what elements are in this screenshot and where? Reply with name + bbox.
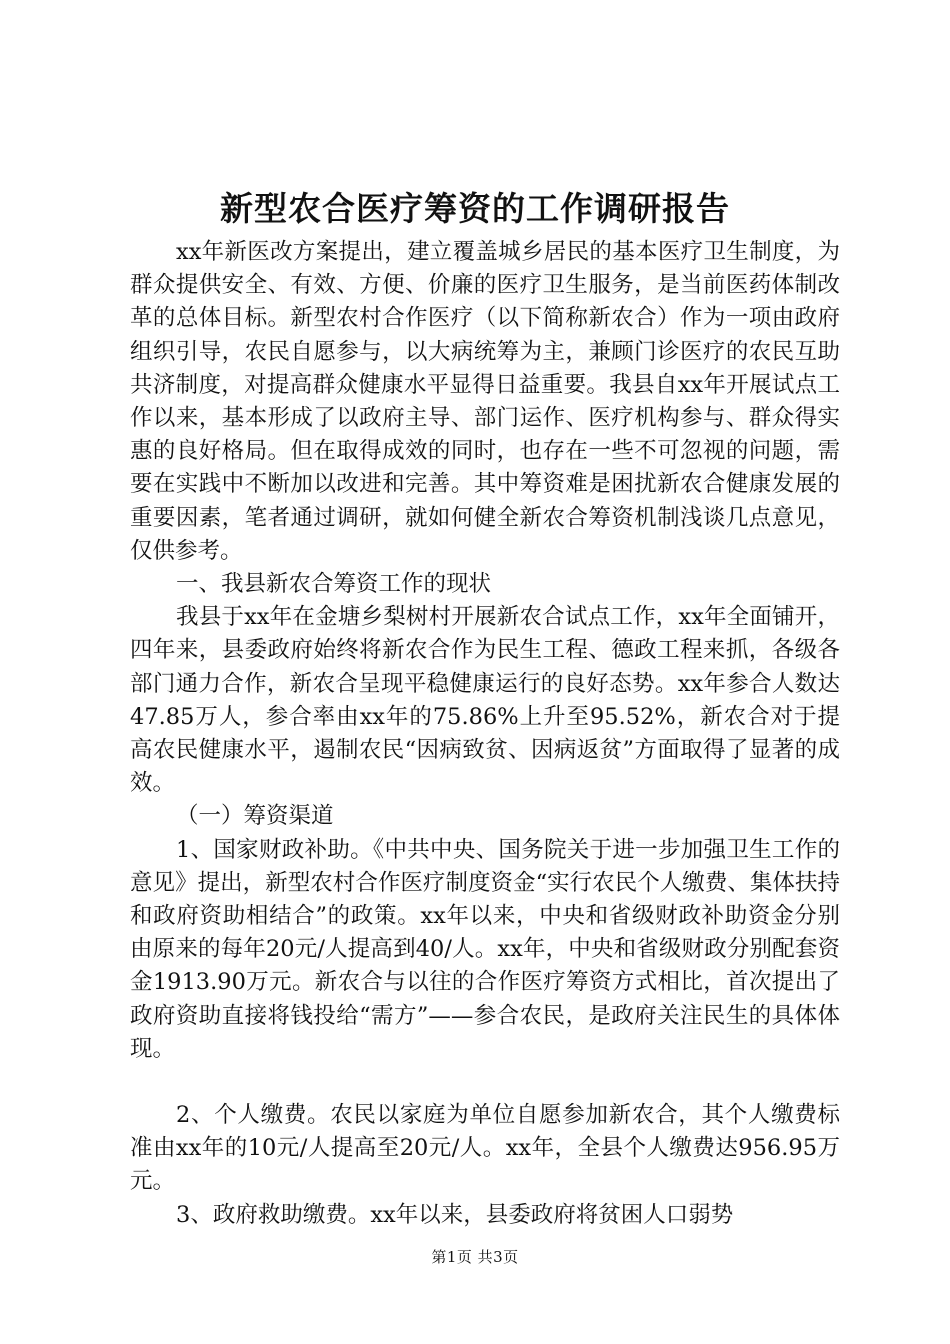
- subsection-heading-channels: （一）筹资渠道: [176, 803, 334, 830]
- document-body: [130, 236, 840, 1232]
- page-footer: 第1页 共3页: [431, 1248, 519, 1266]
- paragraph-national-subsidy: 1、国家财政补助。《中共中央、国务院关于进一步加强卫生工作的意见》提出，新型农村合作医疗制度资金“实行农民个人缴费、集体扶持和政府资助相结合”的政策。xx年以来，中央和省级财政补助资金分别由原来的每年20元/人提高到40/人。xx年，中央和省级财政分别配套资金1913.90万元。新农合与以往的合作医疗筹资方式相比，首次提出了政府资助直接将钱投给“需方”——参合农民，是政府关注民生的具体体现。: [130, 836, 840, 1062]
- paragraph-gap: [130, 1066, 840, 1099]
- paragraph-government-relief: 3、政府救助缴费。xx年以来，县委政府将贫困人口弱势: [176, 1201, 734, 1228]
- document-title: 新型农合医疗筹资的工作调研报告: [220, 189, 730, 228]
- paragraph-personal-payment: 2、个人缴费。农民以家庭为单位自愿参加新农合，其个人缴费标准由xx年的10元/人提高至20元/人。xx年，全县个人缴费达956.95万元。: [130, 1102, 840, 1195]
- paragraph-status: 我县于xx年在金塘乡梨树村开展新农合试点工作，xx年全面铺开，四年来，县委政府始终将新农合作为民生工程、德政工程来抓，各级各部门通力合作，新农合呈现平稳健康运行的良好态势。xx年参合人数达47.85万人，参合率由xx年的75.86%上升至95.52%，新农合对于提高农民健康水平，遏制农民“因病致贫、因病返贫”方面取得了显著的成效。: [130, 604, 840, 797]
- paragraph-intro: xx年新医改方案提出，建立覆盖城乡居民的基本医疗卫生制度，为群众提供安全、有效、方便、价廉的医疗卫生服务，是当前医药体制改革的总体目标。新型农村合作医疗（以下简称新农合）作为一项由政府组织引导，农民自愿参与，以大病统筹为主，兼顾门诊医疗的农民互助共济制度，对提高群众健康水平显得日益重要。我县自xx年开展试点工作以来，基本形成了以政府主导、部门运作、医疗机构参与、群众得实惠的良好格局。但在取得成效的同时，也存在一些不可忽视的问题，需要在实践中不断加以改进和完善。其中筹资难是困扰新农合健康发展的重要因素，笔者通过调研，就如何健全新农合筹资机制浅谈几点意见，仅供参考。: [130, 239, 840, 564]
- section-heading-status: 一、我县新农合筹资工作的现状: [176, 571, 492, 598]
